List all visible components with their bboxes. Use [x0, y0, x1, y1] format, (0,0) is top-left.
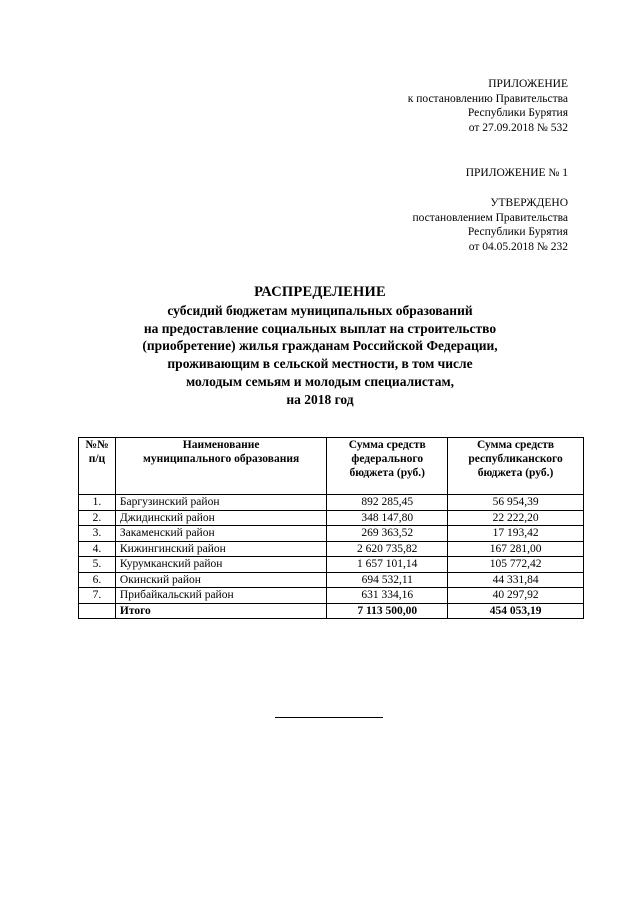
title-line-5: молодым семьям и молодым специалистам, [185, 373, 455, 389]
header-republic-line-3: бюджета (руб.) [477, 467, 554, 479]
approved-header [412, 196, 568, 254]
row-municipality: Кижингинский район [115, 541, 326, 557]
header-name-line-1: Наименование [182, 439, 260, 451]
row-municipality: Закаменский район [115, 526, 326, 542]
row-municipality: Джидинский район [115, 510, 326, 526]
row-republic-amount: 22 222,20 [448, 510, 584, 526]
distribution-table [78, 437, 584, 619]
approved-title: УТВЕРЖДЕНО [490, 197, 568, 209]
header-number-line-2: п/ц [88, 453, 106, 465]
row-municipality: Прибайкальский район [115, 588, 326, 604]
header-name [115, 438, 326, 495]
title-line-4: проживающим в сельской местности, в том числе [167, 356, 473, 372]
title-line-6: на 2018 год [286, 391, 354, 407]
total-label: Итого [115, 603, 326, 619]
header-federal-line-1: Сумма средств [348, 439, 426, 451]
header-federal [327, 438, 448, 495]
row-republic-amount: 40 297,92 [448, 588, 584, 604]
row-federal-amount: 892 285,45 [327, 495, 448, 511]
row-number: 7. [79, 588, 116, 604]
table-row [79, 557, 584, 573]
row-federal-amount: 269 363,52 [327, 526, 448, 542]
row-republic-amount: 56 954,39 [448, 495, 584, 511]
row-municipality: Окинский район [115, 572, 326, 588]
row-number: 4. [79, 541, 116, 557]
appendix-date-number: от 27.09.2018 № 532 [468, 121, 568, 134]
row-federal-amount: 1 657 101,14 [327, 557, 448, 573]
header-number [79, 438, 116, 495]
closing-separator-line [275, 717, 383, 718]
header-federal-line-3: бюджета (руб.) [349, 467, 425, 479]
header-federal-line-2: федерального [351, 453, 424, 465]
table-row [79, 588, 584, 604]
table-header-row [79, 438, 584, 495]
title-main: РАСПРЕДЕЛЕНИЕ [254, 284, 386, 300]
total-federal-amount: 7 113 500,00 [327, 603, 448, 619]
row-federal-amount: 348 147,80 [327, 510, 448, 526]
row-number: 6. [79, 572, 116, 588]
row-municipality: Курумканский район [115, 557, 326, 573]
row-republic-amount: 44 331,84 [448, 572, 584, 588]
row-republic-amount: 105 772,42 [448, 557, 584, 573]
document-title [0, 284, 640, 409]
appendix-republic: Республики Бурятия [467, 107, 568, 119]
table-row [79, 510, 584, 526]
title-line-1: субсидий бюджетам муниципальных образований [167, 302, 473, 318]
header-number-line-1: №№ [85, 439, 109, 451]
row-number: 1. [79, 495, 116, 511]
row-federal-amount: 631 334,16 [327, 588, 448, 604]
row-number: 5. [79, 557, 116, 573]
title-line-3: (приобретение) жилья гражданам Российской Федерации, [142, 338, 498, 354]
approved-republic: Республики Бурятия [467, 226, 568, 238]
approved-date-number: от 04.05.2018 № 232 [468, 240, 568, 253]
row-republic-amount: 167 281,00 [448, 541, 584, 557]
header-republic-line-2: республиканского [468, 453, 563, 465]
row-number: 2. [79, 510, 116, 526]
table-row [79, 526, 584, 542]
appendix-resolution-ref: к постановлению Правительства [407, 92, 568, 105]
table-row [79, 495, 584, 511]
appendix1-title: ПРИЛОЖЕНИЕ № 1 [465, 167, 568, 179]
row-republic-amount: 17 193,42 [448, 526, 584, 542]
table-row [79, 541, 584, 557]
row-number: 3. [79, 526, 116, 542]
header-republic [448, 438, 584, 495]
header-name-line-2: муниципального образования [143, 453, 300, 465]
title-line-2: на предоставление социальных выплат на строительство [143, 320, 497, 336]
table-total-row [79, 603, 584, 619]
header-republic-line-1: Сумма средств [477, 439, 555, 451]
table-row [79, 572, 584, 588]
approved-resolution-ref: постановлением Правительства [412, 211, 568, 224]
appendix-header [408, 77, 568, 135]
total-number-cell [79, 603, 116, 619]
appendix-title: ПРИЛОЖЕНИЕ [488, 78, 568, 90]
row-federal-amount: 694 532,11 [327, 572, 448, 588]
row-federal-amount: 2 620 735,82 [327, 541, 448, 557]
total-republic-amount: 454 053,19 [448, 603, 584, 619]
appendix1-header [466, 166, 568, 181]
row-municipality: Баргузинский район [115, 495, 326, 511]
